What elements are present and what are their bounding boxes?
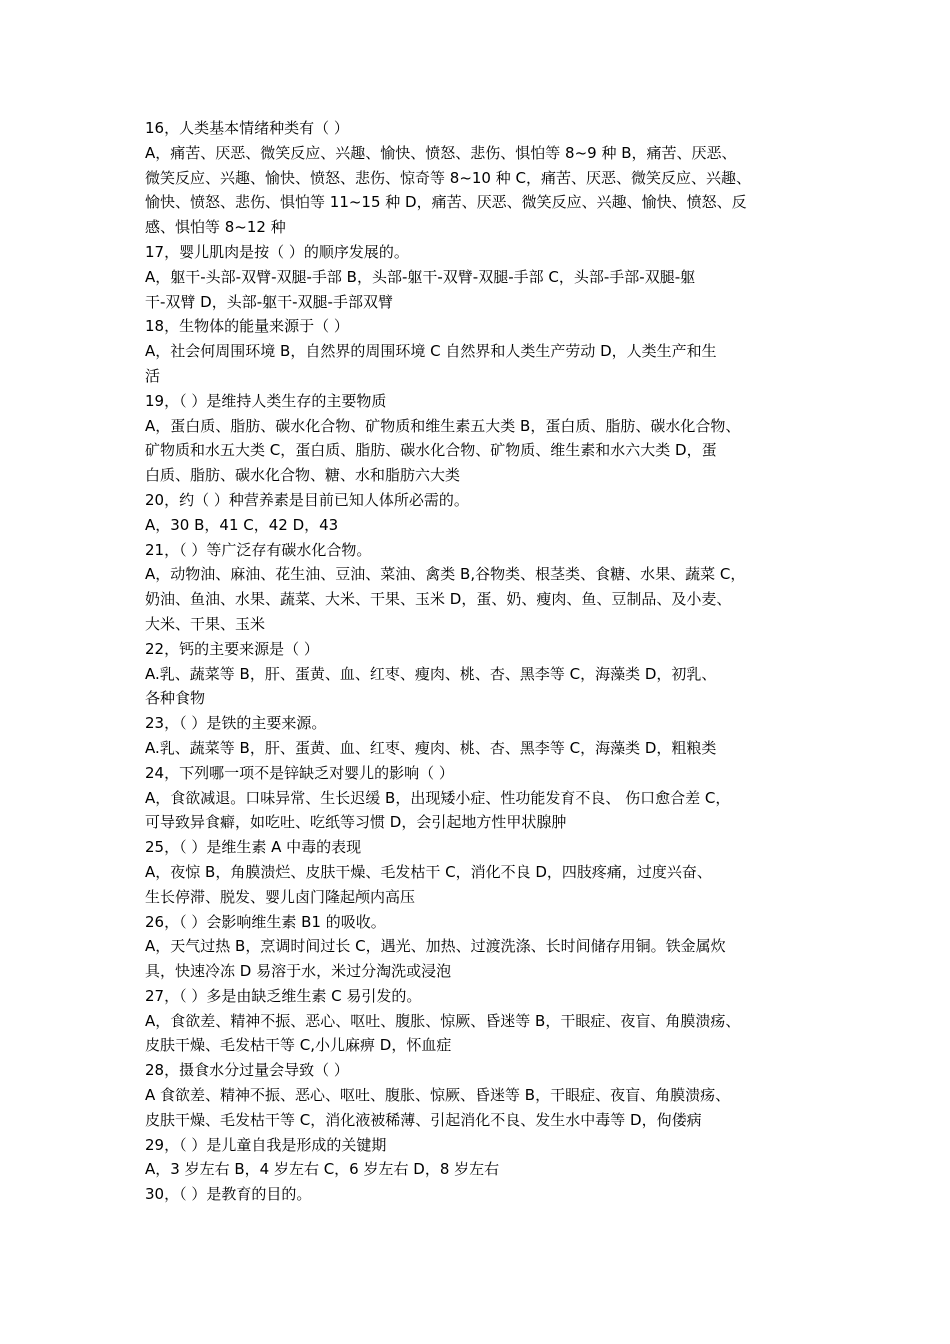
text-line: A，天气过热 B，烹调时间过长 C，遇光、加热、过渡洗涤、长时间储存用铜。铁金属炊 [145,937,726,956]
text-line: A，夜惊 B，角膜溃烂、皮肤干燥、毛发枯干 C，消化不良 D，四肢疼痛，过度兴奋、 [145,862,712,881]
text-line: 感、惧怕等 8~12 种 [145,218,286,237]
text-line: A，痛苦、厌恶、微笑反应、兴趣、愉快、愤怒、悲伤、惧怕等 8~9 种 B，痛苦、厌恶、 [145,143,737,162]
text-line: 26，（ ）会影响维生素 B1 的吸收。 [145,912,386,931]
text-line: 大米、干果、玉米 [145,614,266,633]
text-line: A，30 B，41 C，42 D，43 [145,515,339,534]
text-line: 矿物质和水五大类 C，蛋白质、脂肪、碳水化合物、矿物质、维生素和水六大类 D，蛋 [145,441,717,460]
text-line: 29，（ ）是儿童自我是形成的关键期 [145,1135,387,1154]
text-line: 微笑反应、兴趣、愉快、愤怒、悲伤、惊奇等 8~10 种 C，痛苦、厌恶、微笑反应、兴趣、 [145,168,751,187]
text-line: 23，（ ）是铁的主要来源。 [145,714,327,733]
text-line: 各种食物 [145,689,206,708]
text-line: 27，（ ）多是由缺乏维生素 C 易引发的。 [145,986,422,1005]
text-line: 30，（ ）是教育的目的。 [145,1185,312,1204]
text-line: A，社会何周围环境 B，自然界的周围环境 C 自然界和人类生产劳动 D，人类生产和生 [145,342,717,361]
document-page [145,116,810,1207]
text-line: A，躯干-头部-双臂-双腿-手部 B，头部-躯干-双臂-双腿-手部 C，头部-手部-双腿-躯 [145,267,696,286]
text-line: 活 [145,366,161,385]
text-line: 白质、脂肪、碳水化合物、糖、水和脂肪六大类 [145,466,461,485]
text-line: A.乳、蔬菜等 B，肝、蛋黄、血、红枣、瘦肉、桃、杏、黑李等 C，海藻类 D，粗粮类 [145,738,717,757]
text-line: 22，钙的主要来源是（ ） [145,639,319,658]
text-line: A.乳、蔬菜等 B，肝、蛋黄、血、红枣、瘦肉、桃、杏、黑李等 C，海藻类 D，初乳、 [145,664,717,683]
text-line: A，食欲差、精神不振、恶心、呕吐、腹胀、惊厥、昏迷等 B，干眼症、夜盲、角膜溃疡、 [145,1011,741,1030]
text-line: 21，（ ）等广泛存有碳水化合物。 [145,540,372,559]
text-line: A，动物油、麻油、花生油、豆油、菜油、禽类 B,谷物类、根茎类、食糖、水果、蔬菜 C， [145,565,746,584]
text-line: A 食欲差、精神不振、恶心、呕吐、腹胀、惊厥、昏迷等 B，干眼症、夜盲、角膜溃疡、 [145,1086,731,1105]
text-line: 奶油、鱼油、水果、蔬菜、大米、干果、玉米 D，蛋、奶、瘦肉、鱼、豆制品、及小麦、 [145,590,732,609]
text-line: 24，下列哪一项不是锌缺乏对婴儿的影响（ ） [145,763,454,782]
text-line: A，食欲减退。口味异常、生长迟缓 B，出现矮小症、性功能发育不良、 伤口愈合差 C， [145,788,731,807]
text-line: A，3 岁左右 B，4 岁左右 C，6 岁左右 D，8 岁左右 [145,1160,500,1179]
text-line: 20，约（ ）种营养素是目前已知人体所必需的。 [145,490,469,509]
text-line: 16，人类基本情绪种类有（ ） [145,119,349,137]
text-line: A，蛋白质、脂肪、碳水化合物、矿物质和维生素五大类 B，蛋白质、脂肪、碳水化合物、 [145,416,741,435]
text-line: 皮肤干燥、毛发枯干等 C，消化液被稀薄、引起消化不良、发生水中毒等 D，佝偻病 [145,1110,702,1129]
text-line: 具，快速冷冻 D 易溶于水，米过分淘洗或浸泡 [145,962,452,981]
text-line: 25，（ ）是维生素 A 中毒的表现 [145,838,362,857]
text-line: 19，（ ）是维持人类生存的主要物质 [145,391,387,410]
text-line: 28，摄食水分过量会导致（ ） [145,1061,349,1080]
text-line: 愉快、愤怒、悲伤、惧怕等 11~15 种 D，痛苦、厌恶、微笑反应、兴趣、愉快、愤怒、反 [145,193,747,212]
text-line: 生长停滞、脱发、婴儿卤门隆起颅内高压 [145,887,416,906]
text-line: 18，生物体的能量来源于（ ） [145,317,349,336]
text-line: 17，婴儿肌肉是按（ ）的顺序发展的。 [145,242,409,261]
text-line: 可导致异食癖，如吃吐、吃纸等习惯 D，会引起地方性甲状腺肿 [145,813,567,832]
text-line: 干-双臂 D，头部-躯干-双腿-手部双臂 [145,292,393,311]
text-line: 皮肤干燥、毛发枯干等 C,小儿麻痹 D，怀血症 [145,1036,452,1055]
